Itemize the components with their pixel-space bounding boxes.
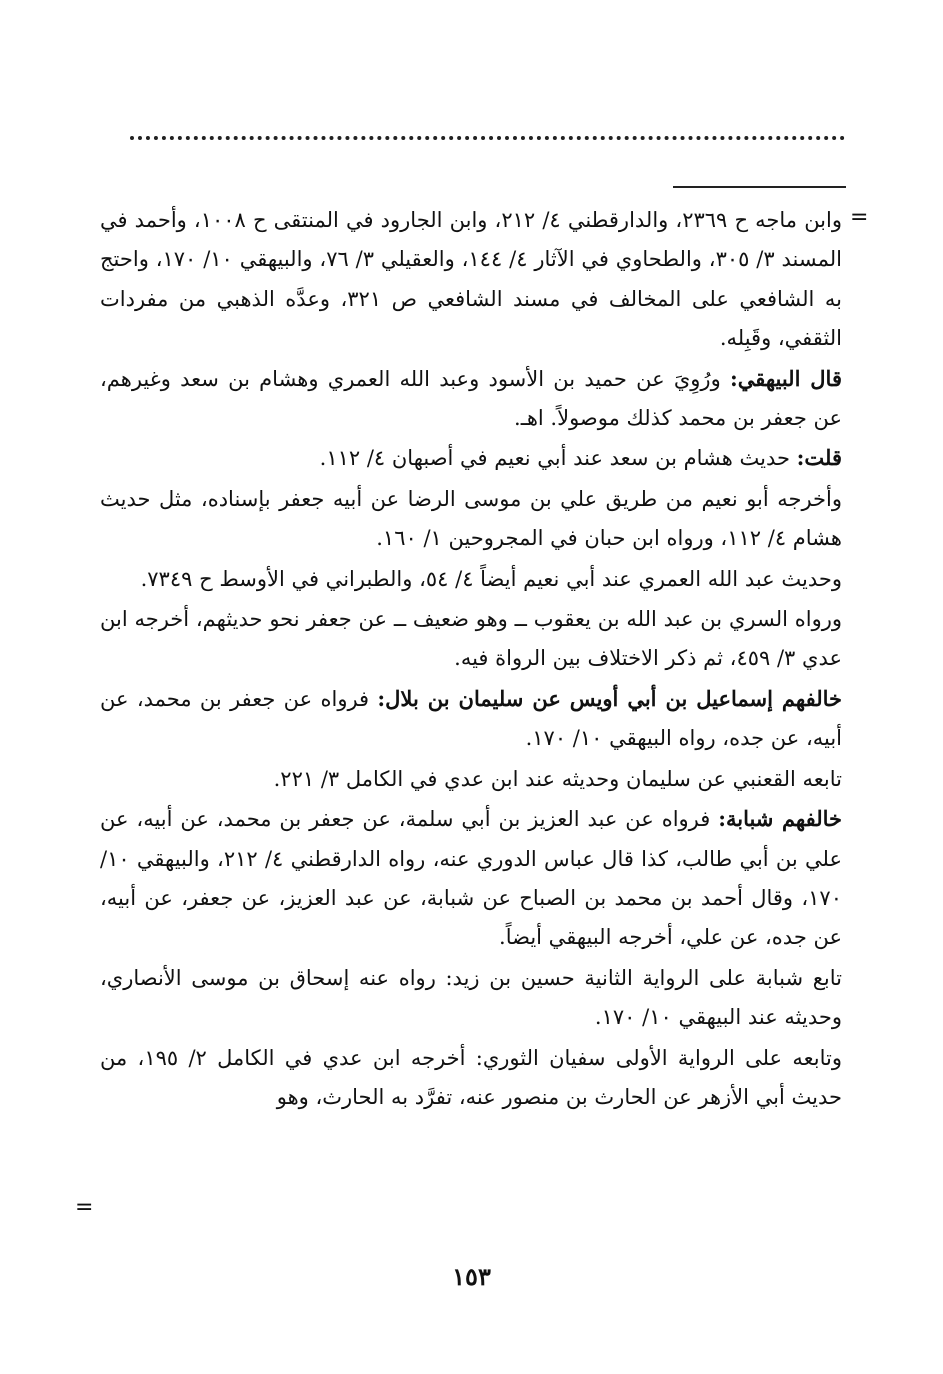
paragraph-2-lead: قال البيهقي: xyxy=(729,365,842,391)
page-number: ١٥٣ xyxy=(452,1262,491,1291)
paragraph-9 xyxy=(100,799,842,958)
paragraph-7-text: فرواه عن جعفر بن محمد، عن أبيه، عن جده، رواه البيهقي ١٠/ ١٧٠. xyxy=(100,686,842,751)
continuation-mark-start: = xyxy=(850,205,869,230)
paragraph-3-text: حديث هشام بن سعد عند أبي نعيم في أصبهان ٤/ ١١٢. xyxy=(319,446,797,471)
paragraph-9-lead: خالفهم شبابة: xyxy=(718,806,842,832)
paragraph-6 xyxy=(100,599,842,679)
paragraph-4 xyxy=(100,479,842,559)
paragraph-1 xyxy=(100,200,842,359)
paragraph-3-lead: قلت: xyxy=(796,445,842,471)
paragraph-3 xyxy=(100,438,842,478)
paragraph-4-text: وأخرجه أبو نعيم من طريق علي بن موسى الرضا عن أبيه جعفر بإسناده، مثل حديث هشام ٤/ ١١٢، ورواه ابن حبان في المجروحين ١/ ١٦٠. xyxy=(100,486,842,551)
paragraph-2 xyxy=(100,359,842,439)
footnote-rule xyxy=(673,186,846,188)
paragraph-9-text: فرواه عن عبد العزيز بن أبي سلمة، عن جعفر بن محمد، عن أبيه، عن علي بن أبي طالب، كذا قال عباس الدوري عنه، رواه الدارقطني ٤/ ٢١٢، والبيهقي ١٠/ ١٧٠، وقال أحمد بن محمد بن الصباح عن شبابة، عن عبد العزيز، عن جعفر، عن أبيه، عن جده، عن علي، أخرجه البيهقي أيضاً. xyxy=(100,807,843,950)
paragraph-8-text: تابعه القعنبي عن سليمان وحديثه عند ابن عدي في الكامل ٣/ ٢٢١. xyxy=(273,766,842,791)
paragraph-8 xyxy=(100,759,842,799)
paragraph-10-text: تابع شبابة على الرواية الثانية حسين بن زيد: رواه عنه إسحاق بن موسى الأنصاري، وحديثه عند البيهقي ١٠/ ١٧٠. xyxy=(100,965,842,1030)
paragraph-5-text: وحديث عبد الله العمري عند أبي نعيم أيضاً ٤/ ٥٤، والطبراني في الأوسط ح ٧٣٤٩. xyxy=(140,566,842,591)
paragraph-11-text: وتابعه على الرواية الأولى سفيان الثوري: أخرجه ابن عدي في الكامل ٢/ ١٩٥، من حديث أبي الأزهر عن الحارث بن منصور عنه، تفرَّد به الحارث، وهو xyxy=(100,1045,842,1109)
paragraph-7 xyxy=(100,679,842,759)
paragraph-7-lead: خالفهم إسماعيل بن أبي أويس عن سليمان بن بلال: xyxy=(377,685,842,711)
paragraph-10 xyxy=(100,958,842,1038)
paragraph-2-text: ورُوِيَ عن حميد بن الأسود وعبد الله العمري وهشام بن سعد وغيرهم، عن جعفر بن محمد كذلك موصولاً. اهـ. xyxy=(100,366,842,431)
paragraph-5 xyxy=(100,559,842,599)
paragraph-6-text: ورواه السري بن عبد الله بن يعقوب ــ وهو ضعيف ــ عن جعفر نحو حديثهم، أخرجه ابن عدي ٣/ ٤٥٩، ثم ذكر الاختلاف بين الرواة فيه. xyxy=(100,607,842,671)
paragraph-1-text: وابن ماجه ح ٢٣٦٩، والدارقطني ٤/ ٢١٢، وابن الجارود في المنتقى ح ١٠٠٨، وأحمد في المسند ٣/ ٣٠٥، والطحاوي في الآثار ٤/ ١٤٤، والعقيلي ٣/ ٧٦، والبيهقي ١٠/ ١٧٠، واحتج به الشافعي على المخالف في مسند الشافعي ص ٣٢١، وعدَّه الذهبي من مفردات الثقفي، وقَبِله. xyxy=(100,208,842,351)
dotted-separator xyxy=(130,136,845,150)
paragraph-11 xyxy=(100,1038,842,1118)
continuation-mark-end: = xyxy=(75,1195,94,1220)
footnote-body xyxy=(100,200,842,1117)
